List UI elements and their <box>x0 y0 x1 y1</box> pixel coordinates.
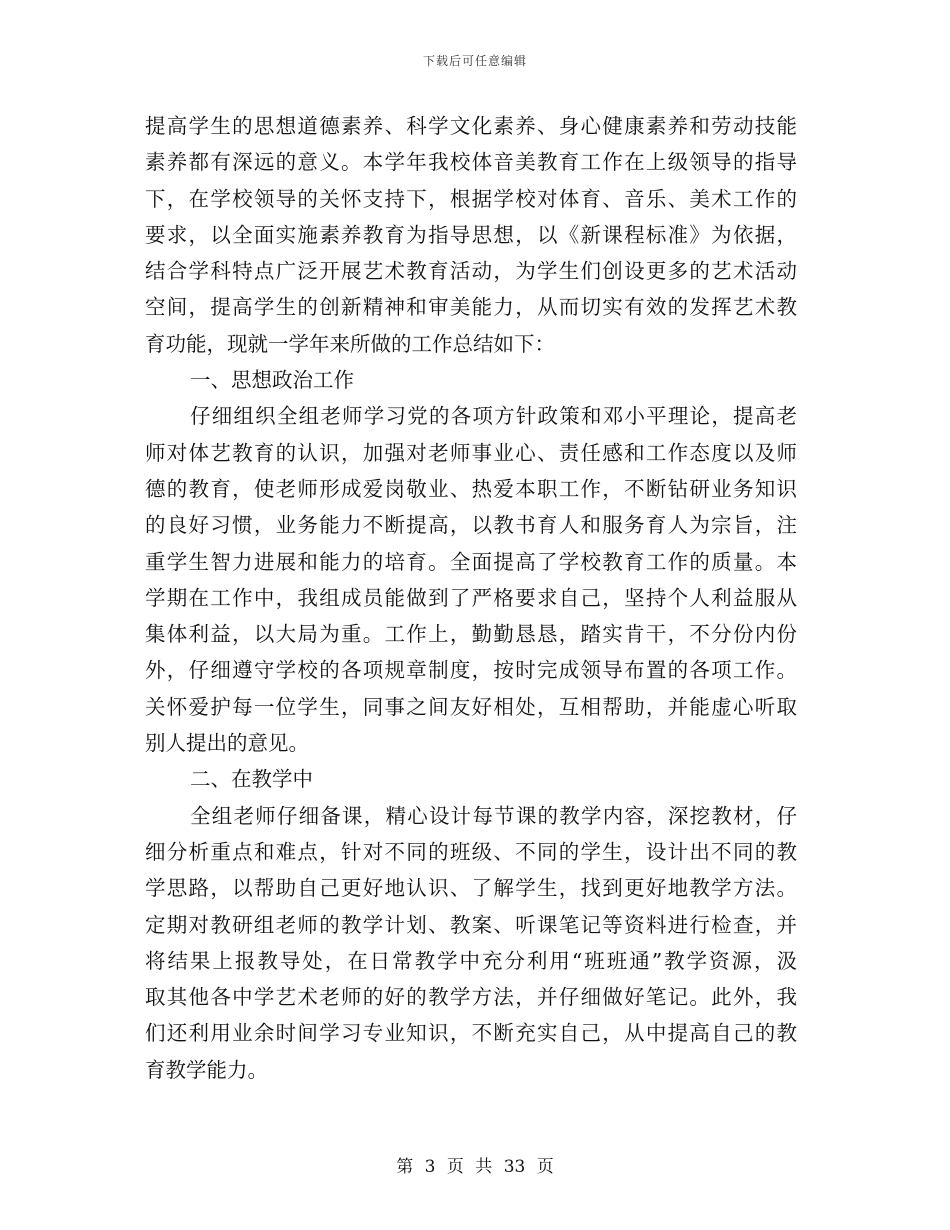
section-heading: 一、思想政治工作 <box>190 368 354 393</box>
section-heading: 二、在教学中 <box>190 767 313 792</box>
body-line: 学思路，以帮助自己更好地认识、了解学生，找到更好地教学方法。 <box>145 876 797 901</box>
body-line: 提高学生的思想道德素养、科学文化素养、身心健康素养和劳动技能 <box>145 114 797 138</box>
body-line: 育教学能力。 <box>145 1057 268 1082</box>
body-line: 外，仔细遵守学校的各项规章制度，按时完成领导布置的各项工作。 <box>145 658 797 683</box>
body-line: 下，在学校领导的关怀支持下，根据学校对体育、音乐、美术工作的 <box>145 186 797 211</box>
body-line: 别人提出的意见。 <box>145 731 309 756</box>
body-line: 全组老师仔细备课，精心设计每节课的教学内容，深挖教材，仔 <box>190 803 797 828</box>
body-line: 要求，以全面实施素养教育为指导思想，以《新课程标准》为依据， <box>145 222 797 247</box>
body-line: 德的教育，使老师形成爱岗敬业、热爱本职工作，不断钻研业务知识 <box>145 476 797 501</box>
body-line: 学期在工作中，我组成员能做到了严格要求自己，坚持个人利益服从 <box>145 585 797 610</box>
page-number-footer: 第 3 页 共 33 页 <box>396 1157 554 1177</box>
body-line: 的良好习惯，业务能力不断提高，以教书育人和服务育人为宗旨，注 <box>145 513 797 538</box>
document-body <box>145 108 797 1088</box>
body-line: 仔细组织全组老师学习党的各项方针政策和邓小平理论，提高老 <box>190 404 797 429</box>
body-line: 集体利益，以大局为重。工作上，勤勤恳恳，踏实肯干，不分份内份 <box>145 622 797 647</box>
body-line: 们还利用业余时间学习专业知识，不断充实自己，从中提高自己的教 <box>145 1021 797 1046</box>
body-line: 重学生智力进展和能力的培育。全面提高了学校教育工作的质量。本 <box>145 549 797 574</box>
body-line: 定期对教研组老师的教学计划、教案、听课笔记等资料进行检查，并 <box>145 912 797 937</box>
body-line: 关怀爱护每一位学生，同事之间友好相处，互相帮助，并能虚心听取 <box>145 694 797 719</box>
body-line: 育功能，现就一学年来所做的工作总结如下： <box>145 331 555 356</box>
page-header: 下载后可任意编辑 <box>422 54 527 68</box>
body-line: 师对体艺教育的认识，加强对老师事业心、责任感和工作态度以及师 <box>145 440 797 465</box>
body-line: 结合学科特点广泛开展艺术教育活动，为学生们创设更多的艺术活动 <box>145 259 797 284</box>
body-line: 将结果上报教导处，在日常教学中充分利用“班班通”教学资源，汲 <box>145 948 797 973</box>
body-line: 素养都有深远的意义。本学年我校体音美教育工作在上级领导的指导 <box>145 150 797 175</box>
body-line: 空间，提高学生的创新精神和审美能力，从而切实有效的发挥艺术教 <box>145 295 797 320</box>
body-line: 取其他各中学艺术老师的好的教学方法，并仔细做好笔记。此外，我 <box>145 985 797 1010</box>
body-line: 细分析重点和难点，针对不同的班级、不同的学生，设计出不同的教 <box>145 839 797 864</box>
